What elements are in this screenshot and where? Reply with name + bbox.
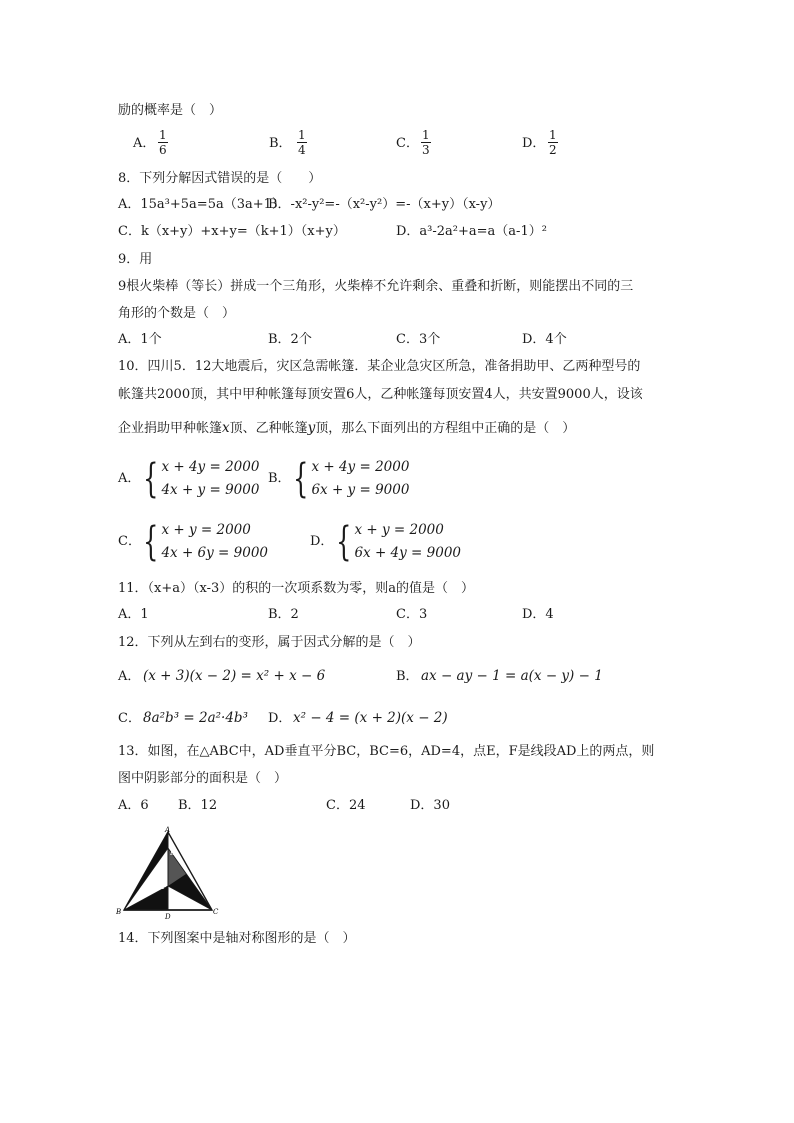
equation-system: { x + 4y = 2000 4x + y = 9000 (143, 456, 260, 502)
label-f: F (162, 883, 167, 891)
q9-option-c: C．3个 (396, 332, 441, 347)
q8-option-d: D．a³-2a²+a=a（a-1）² (396, 224, 547, 239)
fraction: 1 4 (298, 128, 306, 157)
q9-option-b: B．2个 (268, 332, 312, 347)
label-c: C (213, 908, 219, 916)
label-d: D (165, 913, 171, 920)
q13-option-c: C．24 (326, 798, 366, 813)
q9-option-d: D．4个 (522, 332, 567, 347)
label-a: A (165, 826, 171, 834)
q10-stem-line1: 10．四川5．12大地震后，灾区急需帐篷．某企业急灾区所急，准备捐助甲、乙两种型号的 (118, 359, 641, 374)
q9-stem-line1: 9．用 (118, 252, 153, 267)
q13-option-b: B．12 (178, 798, 218, 813)
q11-option-d: D．4 (522, 607, 554, 622)
q11-option-c: C．3 (396, 607, 428, 622)
q12-stem: 12．下列从左到右的变形，属于因式分解的是（ ） (118, 635, 421, 650)
fraction: 1 3 (422, 128, 430, 157)
q13-stem-line2: 图中阴影部分的面积是（ ） (118, 771, 288, 786)
triangle-figure (116, 826, 226, 920)
fraction: 1 2 (549, 128, 557, 157)
equation-system: { x + y = 2000 4x + 6y = 9000 (143, 519, 269, 565)
q10-stem-line3: 企业捐助甲种帐篷x顶、乙种帐篷y顶，那么下面列出的方程组中正确的是（ ） (118, 420, 576, 436)
q8-stem: 8．下列分解因式错误的是（ ） (118, 171, 322, 186)
variable-x: x (222, 420, 230, 436)
equation-system: { x + 4y = 2000 6x + y = 9000 (293, 456, 410, 502)
q13-stem-line1: 13．如图，在△ABC中，AD垂直平分BC，BC=6，AD=4，点E，F是线段AD上的两点，则 (118, 744, 655, 759)
equation-system: { x + y = 2000 6x + 4y = 9000 (336, 519, 462, 565)
q8-option-c: C．k（x+y）+x+y=（k+1）（x+y） (118, 224, 346, 239)
q11-option-b: B．2 (268, 607, 299, 622)
q7-stem-tail: 励的概率是（ ） (118, 103, 223, 118)
q8-option-b: B．-x²-y²=-（x²-y²）=-（x+y）（x-y） (268, 197, 501, 212)
q10-stem-line2: 帐篷共2000顶，其中甲种帐篷每顶安置6人，乙种帐篷每顶安置4人，共安置9000人，设该 (118, 387, 643, 402)
q8-option-a: A．15a³+5a=5a（3a+1） (118, 197, 285, 212)
q13-option-d: D．30 (410, 798, 450, 813)
q11-option-a: A．1 (118, 607, 149, 622)
fraction: 1 6 (159, 128, 167, 157)
q13-option-a: A．6 (118, 798, 149, 813)
q9-stem-line3: 角形的个数是（ ） (118, 306, 236, 321)
q14-stem: 14．下列图案中是轴对称图形的是（ ） (118, 931, 356, 946)
label-e: E (170, 849, 176, 857)
q11-stem: 11．（x+a）（x-3）的积的一次项系数为零，则a的值是（ ） (118, 581, 475, 596)
q9-stem-line2: 9根火柴棒（等长）拼成一个三角形，火柴棒不允许剩余、重叠和折断，则能摆出不同的三 (118, 279, 634, 294)
q9-option-a: A．1个 (118, 332, 162, 347)
variable-y: y (307, 420, 316, 436)
label-b: B (116, 908, 122, 916)
